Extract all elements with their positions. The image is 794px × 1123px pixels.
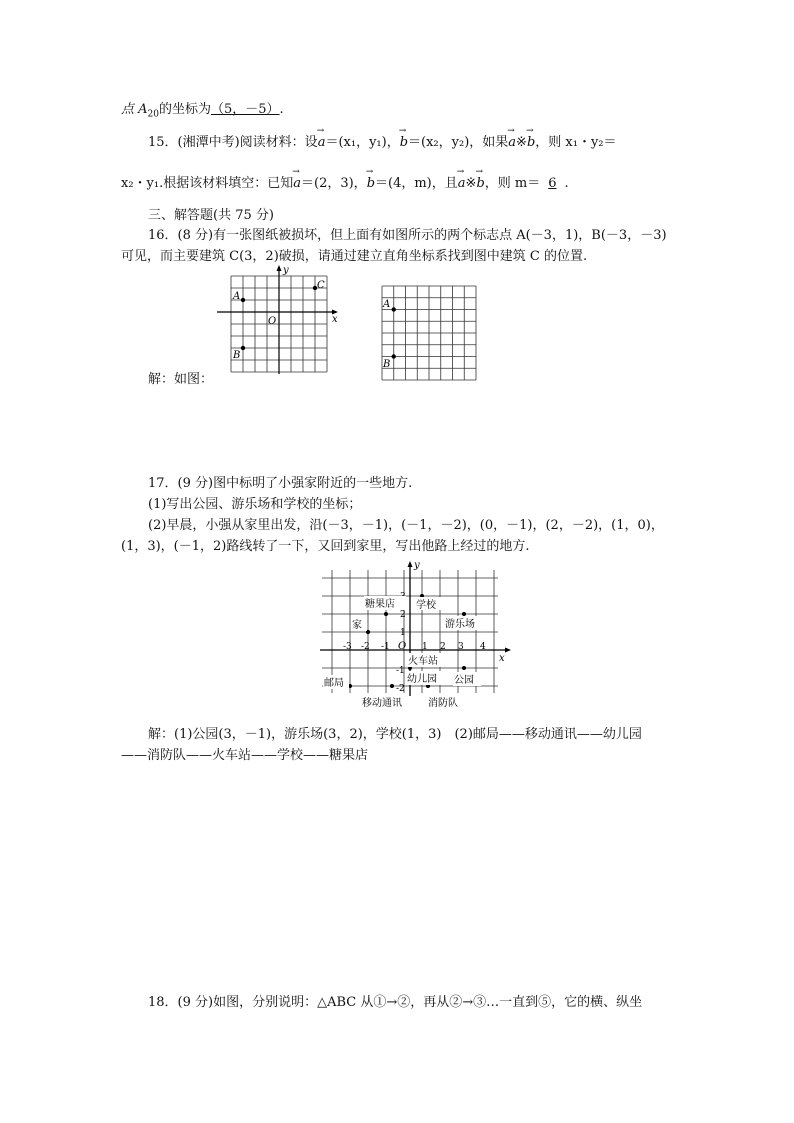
- amusement-park-label: 游乐场: [445, 619, 475, 630]
- svg-text:2: 2: [400, 610, 406, 620]
- x-axis-label: x: [332, 314, 338, 325]
- svg-text:1: 1: [422, 642, 428, 652]
- q17-answer-line2: ——消防队——火车站——学校——糖果店: [121, 748, 369, 763]
- q17-line4: (1，3)，(－1，2)路线转了一下，又回到家里，写出他路上经过的地方.: [121, 539, 530, 554]
- point-a: [241, 298, 245, 302]
- x-arrow-icon: [505, 648, 511, 653]
- q15-line1: 15．(湘潭中考)阅读材料：设→ a＝(x₁，y₁)，→ b＝(x₂，y₂)，如果→ a※→ b，则 x₁・y₂＝: [148, 131, 617, 150]
- point-b-label: B: [383, 359, 391, 370]
- svg-text:4: 4: [480, 642, 486, 652]
- amusement-park-point: [462, 612, 466, 616]
- point-b: [392, 354, 396, 358]
- vector-b: → b: [400, 135, 408, 150]
- svg-text:-3: -3: [343, 642, 352, 652]
- q15-line2: x₂・y₁.根据该材料填空：已知→ a＝(2，3)，→ b＝(4，m)，且→ a※→ b，则 m＝ 6 .: [121, 172, 569, 191]
- candy-store-label: 糖果店: [365, 599, 395, 610]
- point-a: [392, 307, 396, 311]
- q16-line2: 可见，而主要建筑 C(3，2)破损，请通过建立直角坐标系找到图中建筑 C 的位置.: [121, 249, 588, 264]
- q18-line1: 18．(9 分)如图，分别说明：△ABC 从①→②，再从②→③…一直到⑤，它的横、纵坐: [148, 995, 643, 1010]
- mobile-point: [390, 684, 394, 688]
- post-office-label: 邮局: [324, 678, 344, 689]
- point-a-label: A: [233, 291, 241, 302]
- fire-station-label: 消防队: [428, 698, 458, 709]
- point-a-label: A: [383, 299, 391, 310]
- park-point: [462, 666, 466, 670]
- q17-line2: (1)写出公园、游乐场和学校的坐标；: [148, 497, 362, 512]
- q16-answer: 解：如图：: [148, 372, 214, 387]
- kindergarten-label: 幼儿园: [407, 674, 437, 685]
- svg-text:3: 3: [458, 642, 464, 652]
- y-arrow-icon: [277, 265, 282, 271]
- svg-text:-2: -2: [396, 684, 405, 694]
- q14-tail: 点 $A_{20}$的坐标为（5，－5）.: [121, 102, 284, 120]
- x-axis-label: x: [499, 653, 505, 664]
- q15-answer: 6: [548, 176, 557, 191]
- q17-answer-line1: 解：(1)公园(3，－1)，游乐场(3，2)，学校(1，3) (2)邮局——移动通讯——幼儿园: [148, 727, 642, 742]
- home-label: 家: [352, 620, 362, 631]
- q14-answer: （5，－5）: [211, 102, 280, 117]
- train-station-label: 火车站: [408, 656, 438, 667]
- svg-text:-1: -1: [381, 642, 390, 652]
- origin-label: O: [268, 316, 277, 327]
- q16-line1: 16．(8 分)有一张图纸被损坏，但上面有如图所示的两个标志点 A(－3，1)，B(－3，－3): [148, 228, 667, 243]
- candy-store-point: [384, 612, 388, 616]
- svg-text:1: 1: [400, 628, 406, 638]
- mobile-label: 移动通讯: [362, 698, 402, 709]
- q17-line1: 17．(9 分)图中标明了小强家附近的一些地方.: [148, 476, 413, 491]
- neighborhood-map: [318, 560, 518, 710]
- y-axis-label: y: [283, 265, 289, 276]
- park-label: 公园: [454, 675, 474, 686]
- grid-with-axes: [214, 262, 344, 374]
- vector-a: → a: [318, 135, 326, 150]
- school-label: 学校: [416, 600, 436, 611]
- svg-text:-2: -2: [361, 642, 370, 652]
- q17-line3: (2)早晨，小强从家里出发，沿(－3，－1)，(－1，－2)，(0，－1)，(2，－2)，(1，0)，: [148, 518, 664, 533]
- point-b: [241, 346, 245, 350]
- svg-text:2: 2: [440, 642, 446, 652]
- plain-grid: [378, 283, 480, 385]
- y-axis-label: y: [414, 560, 420, 571]
- point-b-label: B: [233, 350, 241, 361]
- point-c-label: C: [317, 280, 325, 291]
- svg-text:-1: -1: [396, 666, 405, 676]
- y-arrow-icon: [408, 561, 413, 567]
- origin-label: O: [398, 641, 407, 652]
- section-heading: 三、解答题(共 75 分): [148, 208, 274, 223]
